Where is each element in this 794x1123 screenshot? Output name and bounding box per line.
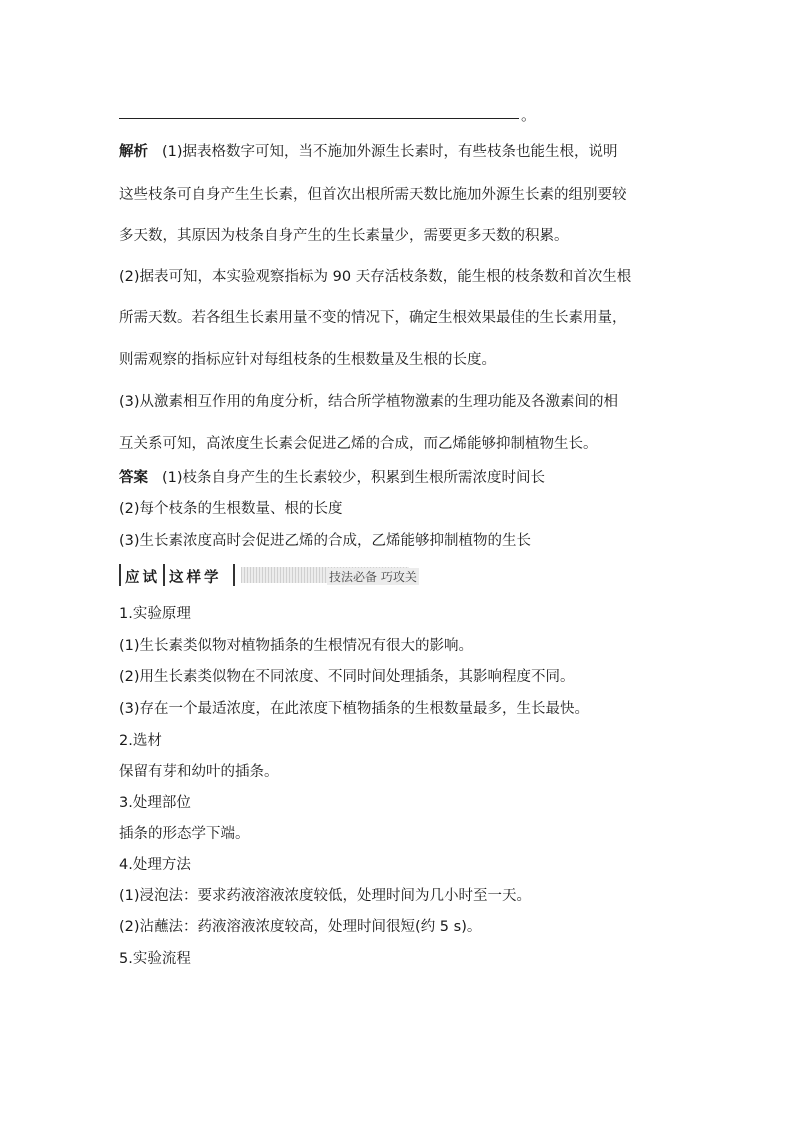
fill-blank-line <box>119 118 519 119</box>
banner-divider <box>119 564 121 586</box>
analysis-label: 解析 <box>119 144 148 160</box>
section-text: (2)用生长素类似物在不同浓度、不同时间处理插条，其影响程度不同。 <box>119 669 575 685</box>
section-heading-4: 4.处理方法 <box>119 857 191 873</box>
section-text: 插条的形态学下端。 <box>119 826 250 842</box>
banner-label-2: 这样学 <box>169 570 222 586</box>
section-text: (1)生长素类似物对植物插条的生根情况有很大的影响。 <box>119 638 474 654</box>
section-text: (2)沾蘸法：药液溶液浓度较高，处理时间很短(约 5 s)。 <box>119 919 482 935</box>
analysis-line-6: 则需观察的指标应针对每组枝条的生根数量及生根的长度。 <box>119 352 496 368</box>
answer-line-2: (2)每个枝条的生根数量、根的长度 <box>119 501 343 517</box>
analysis-line-8: 互关系可知，高浓度生长素会促进乙烯的合成，而乙烯能够抑制植物生长。 <box>119 436 598 452</box>
section-banner <box>119 564 417 586</box>
banner-label-1: 应试 <box>125 570 160 586</box>
answer-label: 答案 <box>119 470 148 486</box>
answer-line-3: (3)生长素浓度高时会促进乙烯的合成，乙烯能够抑制植物的生长 <box>119 533 532 549</box>
section-heading-1: 1.实验原理 <box>119 606 191 622</box>
analysis-line-4: (2)据表可知，本实验观察指标为 90 天存活枝条数，能生根的枝条数和首次生根 <box>119 269 632 285</box>
section-heading-5: 5.实验流程 <box>119 951 191 967</box>
analysis-line-3: 多天数，其原因为枝条自身产生的生长素量少，需要更多天数的积累。 <box>119 228 569 244</box>
analysis-line-5: 所需天数。若各组生长素用量不变的情况下，确定生根效果最佳的生长素用量， <box>119 310 627 326</box>
banner-divider <box>233 564 235 586</box>
section-text: (1)浸泡法：要求药液溶液浓度较低，处理时间为几小时至一天。 <box>119 888 532 904</box>
analysis-line-1: 解析 (1)据表格数字可知，当不施加外源生长素时，有些枝条也能生根，说明 <box>119 144 618 160</box>
fill-blank-end-mark: 。 <box>521 106 537 124</box>
banner-divider <box>163 564 165 586</box>
answer-line-1: 答案 (1)枝条自身产生的生长素较少，积累到生根所需浓度时间长 <box>119 470 546 486</box>
analysis-line-2: 这些枝条可自身产生生长素，但首次出根所需天数比施加外源生长素的组别要较 <box>119 187 627 203</box>
banner-tag: 技法必备 巧攻关 <box>329 570 417 584</box>
section-text: (3)存在一个最适浓度，在此浓度下植物插条的生根数量最多，生长最快。 <box>119 701 590 717</box>
analysis-line-7: (3)从激素相互作用的角度分析，结合所学植物激素的生理功能及各激素间的相 <box>119 394 619 410</box>
section-text: 保留有芽和幼叶的插条。 <box>119 764 279 780</box>
section-heading-3: 3.处理部位 <box>119 795 191 811</box>
section-heading-2: 2.选材 <box>119 733 162 749</box>
